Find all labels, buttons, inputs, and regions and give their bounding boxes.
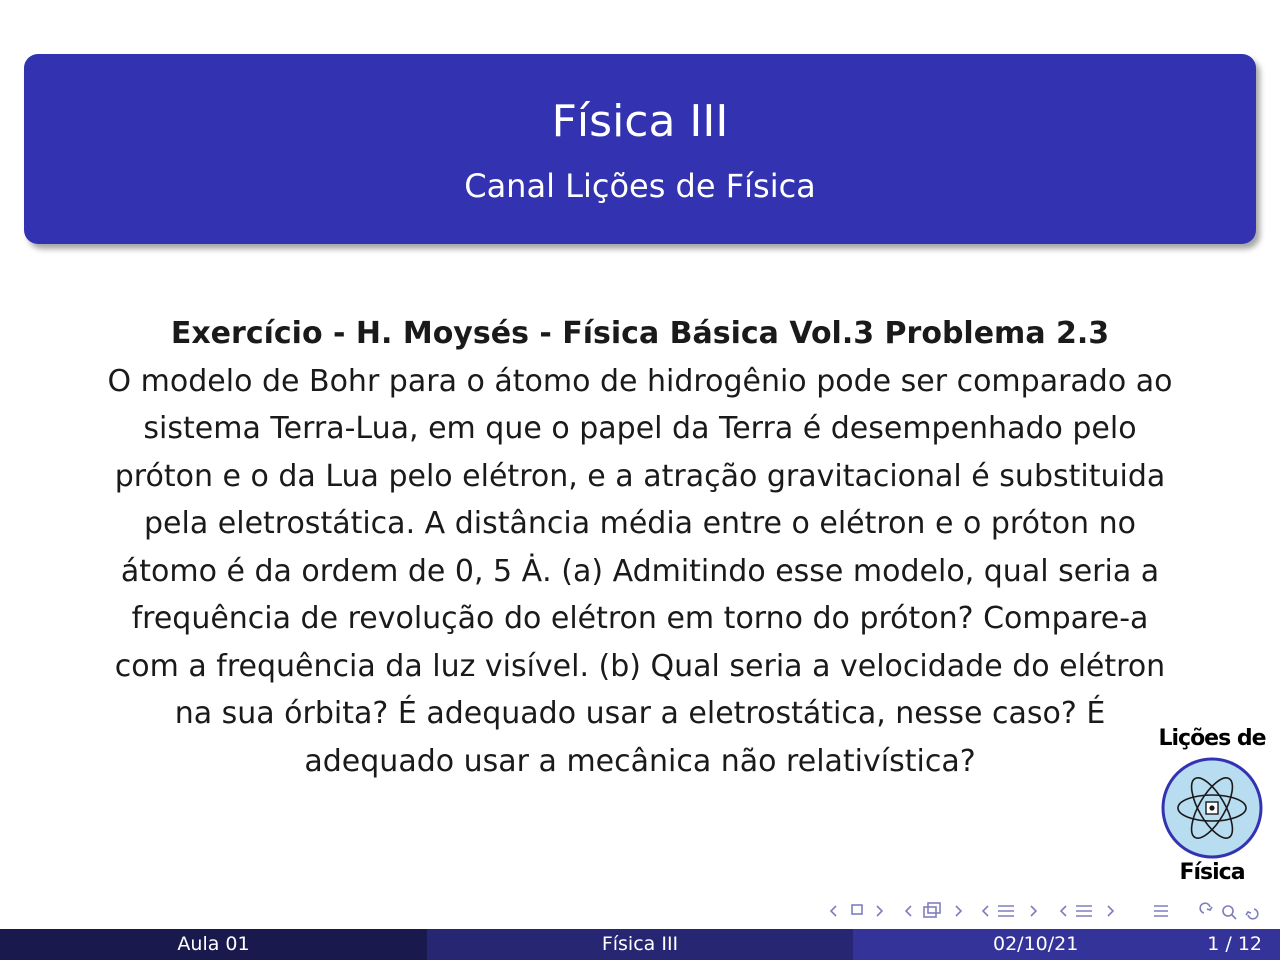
footer-date: 02/10/21 <box>993 933 1079 955</box>
channel-logo <box>1150 722 1274 890</box>
footer-bar <box>0 929 1280 960</box>
nav-first-icon[interactable] <box>831 905 882 916</box>
footer-info <box>853 929 1280 960</box>
footer-lesson: Aula 01 <box>0 929 427 960</box>
body-line: na sua órbita? É adequado usar a eletrostática, nesse caso? É <box>174 696 1106 731</box>
body-line: sistema Terra-Lua, em que o papel da Terra é desempenhado pelo <box>143 411 1137 446</box>
exercise-title: Exercício - H. Moysés - Física Básica Vol.3 Problema 2.3 <box>170 316 1110 351</box>
footer-page-number: 1 / 12 <box>1207 933 1262 955</box>
slide-content <box>60 310 1220 785</box>
nav-frame-icon[interactable] <box>906 903 961 917</box>
body-line: adequado usar a mecânica não relativística? <box>304 743 976 779</box>
nav-section-icon[interactable] <box>983 906 1036 916</box>
atom-icon <box>1160 756 1264 860</box>
logo-bottom-text: Física <box>1179 860 1245 885</box>
logo-top-text: Lições de <box>1158 726 1266 751</box>
title-block <box>24 54 1256 244</box>
slide-subtitle: Canal Lições de Física <box>464 167 816 205</box>
body-line: próton e o da Lua pelo elétron, e a atração gravitacional é substituida <box>114 458 1166 494</box>
body-line: pela eletrostática. A distância média entre o elétron e o próton no <box>144 506 1136 541</box>
body-line: com a frequência da luz visível. (b) Qual seria a velocidade do elétron <box>114 648 1166 684</box>
body-line: átomo é da ordem de 0, 5 Ȧ. (a) Admitindo esse modelo, qual seria a <box>120 553 1160 589</box>
slide-title: Física III <box>551 96 729 147</box>
nav-search-icon[interactable] <box>1200 903 1258 919</box>
beamer-navigation <box>826 898 1276 924</box>
nav-toc-icon[interactable] <box>1154 906 1168 916</box>
nav-subsection-icon[interactable] <box>1061 906 1113 916</box>
footer-course: Física III <box>427 929 853 960</box>
body-line: frequência de revolução do elétron em torno do próton? Compare-a <box>131 601 1149 636</box>
body-line: O modelo de Bohr para o átomo de hidrogênio pode ser comparado ao <box>107 363 1173 399</box>
